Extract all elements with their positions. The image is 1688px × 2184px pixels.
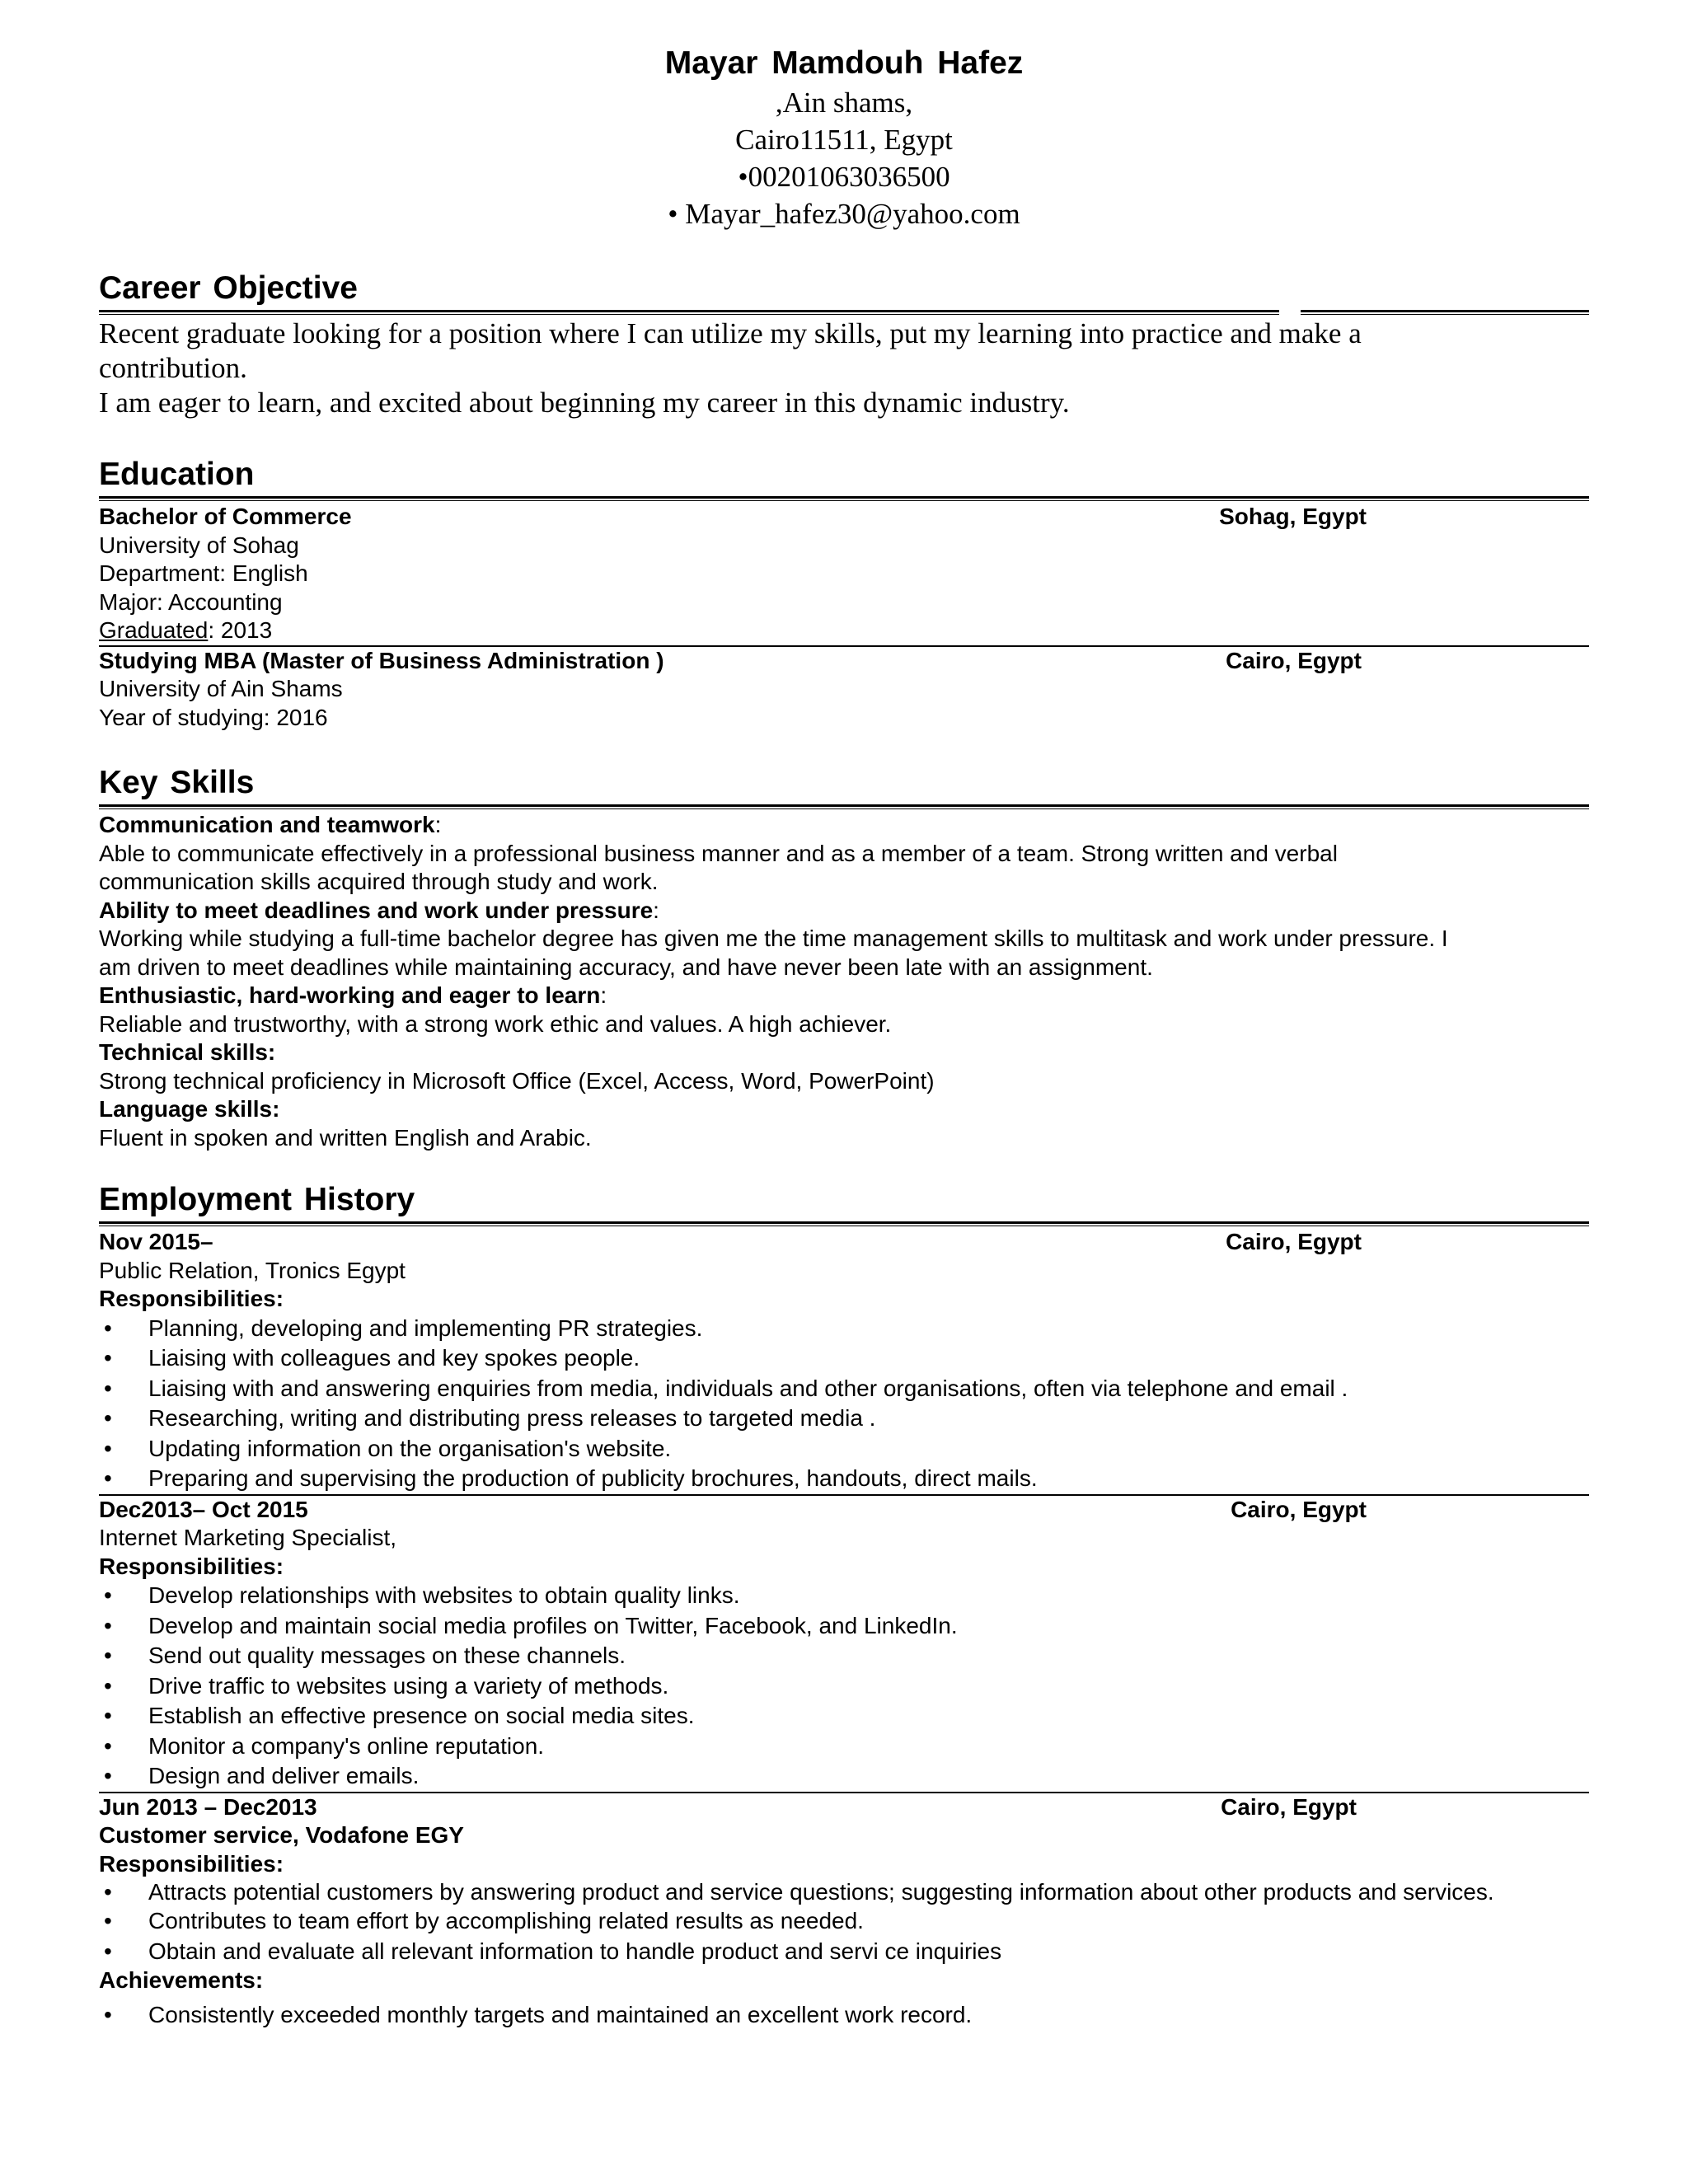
list-item: • Send out quality messages on these channels. [99,1641,1589,1671]
employment-title: Employment History [99,1182,415,1217]
skill-text: Able to communicate effectively in a professional business manner and as a member of a team. Strong written and verbal [99,840,1338,866]
job-role: Customer service, Vodafone EGY [99,1822,464,1848]
degree-location: Sohag, Egypt [1219,504,1367,529]
job-dates: Dec2013– Oct 2015 [99,1496,308,1522]
list-item: • Consistently exceeded monthly targets and maintained an excellent work record. [99,2000,1589,2031]
job-entry [99,1793,1589,2031]
list-item: • Attracts potential customers by answering product and service questions; suggesting information about other products and services. [99,1878,1531,1906]
list-item: • Updating information on the organisation's website. [99,1434,1589,1465]
job-location: Cairo, Egypt [1226,1229,1362,1254]
job-dates: Nov 2015– [99,1229,213,1254]
list-item: • Develop and maintain social media profiles on Twitter, Facebook, and LinkedIn. [99,1611,1589,1642]
skill-text: am driven to meet deadlines while maintaining accuracy, and have never been late with an assignment. [99,954,1153,980]
key-skills-title: Key Skills [99,765,255,800]
list-item: • Contributes to team effort by accomplishing related results as needed. [99,1906,1531,1937]
key-skills-section [99,763,1589,1152]
responsibilities-label: Responsibilities: [99,1286,284,1311]
skill-heading: Technical skills: [99,1039,276,1065]
career-objective-title: Career Objective [99,270,359,306]
skill-heading: Language skills: [99,1096,280,1122]
section-divider [99,496,1589,501]
degree-location: Cairo, Egypt [1226,647,1362,673]
list-item: • Preparing and supervising the production of publicity brochures, handouts, direct mails. [99,1464,1589,1494]
graduated-line: Graduated: 2013 [99,617,273,643]
list-item: • Establish an effective presence on social media sites. [99,1701,1589,1732]
career-objective-text: Recent graduate looking for a position where I can utilize my skills, put my learning into practice and make a contribution. I am eager to learn, and excited about beginning my career in this dynamic industry. [99,317,1362,419]
email-address: • Mayar_hafez30@yahoo.com [668,198,1020,230]
job-dates: Jun 2013 – Dec2013 [99,1793,317,1820]
candidate-name: Mayar Mamdouh Hafez [664,45,1024,81]
skill-text: communication skills acquired through study and work. [99,869,659,894]
skill-heading: Ability to meet deadlines and work under pressure: [99,897,659,923]
list-item: • Design and deliver emails. [99,1761,1589,1792]
section-divider [99,804,1589,809]
education-line: Year of studying: 2016 [99,704,328,730]
section-divider [99,1221,1589,1226]
skills-list [99,811,1589,1152]
education-line: University of Sohag [99,532,299,558]
achievements-label: Achievements: [99,1967,264,1993]
list-item: • Drive traffic to websites using a variety of methods. [99,1671,1589,1702]
career-objective-section [99,269,1589,420]
phone-number: •00201063036500 [738,161,950,193]
list-item: • Liaising with and answering enquiries from media, individuals and other organisations, often via telephone and email . [99,1374,1589,1404]
list-item: • Liaising with colleagues and key spokes people. [99,1343,1589,1374]
education-line: Major: Accounting [99,588,283,615]
responsibilities-list [99,1878,1589,1966]
list-item: • Obtain and evaluate all relevant information to handle product and servi ce inquiries [99,1937,1531,1967]
education-title: Education [99,457,255,492]
list-item: • Monitor a company's online reputation. [99,1732,1589,1762]
degree-title: Bachelor of Commerce [99,504,352,529]
job-entry [99,1496,1589,1792]
education-entry [99,647,1589,733]
employment-section [99,1180,1589,2030]
education-line: University of Ain Shams [99,676,343,701]
skill-text: Fluent in spoken and written English and Arabic. [99,1124,592,1151]
responsibilities-list [99,1314,1589,1494]
list-item: • Researching, writing and distributing press releases to targeted media . [99,1404,1589,1434]
education-entry [99,503,1589,645]
skill-text: Strong technical proficiency in Microsoft Office (Excel, Access, Word, PowerPoint) [99,1067,935,1094]
education-line: Department: English [99,560,308,586]
address-line-1: ,Ain shams, [775,87,913,119]
job-role: Internet Marketing Specialist, [99,1525,397,1550]
skill-text: Working while studying a full-time bachelor degree has given me the time management skills to multitask and work under pressure. I [99,926,1448,951]
achievements-list [99,2000,1589,2031]
responsibilities-label: Responsibilities: [99,1553,284,1579]
skill-heading: Communication and teamwork: [99,812,442,837]
skill-heading: Enthusiastic, hard-working and eager to learn: [99,982,607,1008]
responsibilities-list [99,1581,1589,1792]
degree-title: Studying MBA (Master of Business Administration ) [99,647,664,673]
job-location: Cairo, Egypt [1231,1496,1367,1522]
job-location: Cairo, Egypt [1221,1793,1357,1820]
resume-header [0,43,1688,232]
education-section [99,455,1589,732]
job-entry [99,1228,1589,1494]
section-divider [99,310,1589,315]
address-line-2: Cairo11511, Egypt [735,124,953,156]
skill-text: Reliable and trustworthy, with a strong work ethic and values. A high achiever. [99,1010,892,1037]
list-item: • Develop relationships with websites to obtain quality links. [99,1581,1589,1611]
responsibilities-label: Responsibilities: [99,1850,284,1877]
job-role: Public Relation, Tronics Egypt [99,1257,406,1283]
list-item: • Planning, developing and implementing PR strategies. [99,1314,1589,1344]
